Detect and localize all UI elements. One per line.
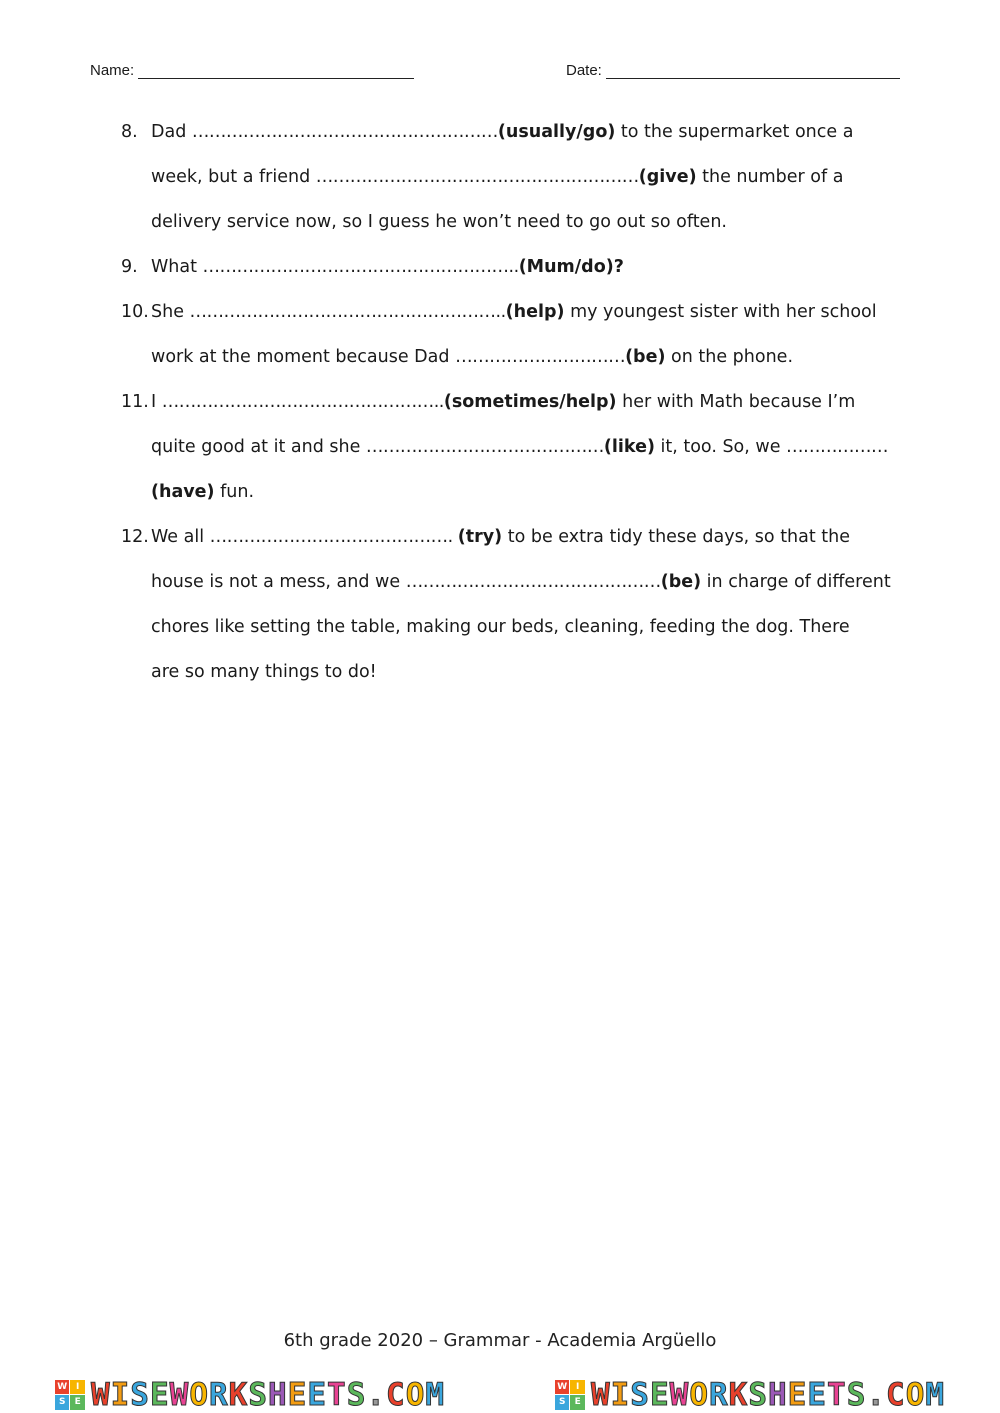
- verb-prompt: (usually/go): [497, 122, 616, 142]
- logo-letter: W: [555, 1380, 570, 1395]
- name-blank-line[interactable]: [138, 60, 414, 79]
- brand-letter: M: [425, 1376, 446, 1413]
- exercise-item: [121, 380, 911, 515]
- brand-letter: T: [827, 1376, 847, 1413]
- sentence-text: are so many things to do!: [151, 662, 377, 682]
- brand-letter: S: [630, 1376, 650, 1413]
- brand-letter: R: [208, 1376, 229, 1413]
- logo-letter: S: [55, 1395, 70, 1410]
- exercise-line: [151, 245, 911, 290]
- date-blank-line[interactable]: [606, 60, 900, 79]
- brand-letter: W: [169, 1376, 190, 1413]
- brand-letter: S: [846, 1376, 867, 1413]
- verb-prompt: (sometimes/help): [443, 392, 617, 412]
- brand-letter: E: [649, 1376, 670, 1413]
- exercise-line: [151, 380, 911, 425]
- exercise-line: [151, 110, 911, 155]
- verb-prompt: (help): [505, 302, 565, 322]
- wiseworksheets-banner: [0, 1376, 1000, 1413]
- answer-blank[interactable]: ………………………………………………: [191, 122, 498, 142]
- sentence-text: What: [151, 257, 203, 277]
- exercise-text: [151, 290, 911, 380]
- brand-letter: S: [248, 1376, 268, 1413]
- brand-text: [591, 1377, 945, 1413]
- exercise-item: [121, 110, 911, 245]
- exercise-line: [151, 335, 911, 380]
- verb-prompt: (like): [603, 437, 655, 457]
- brand-letter: .: [366, 1376, 387, 1413]
- sentence-text: I: [151, 392, 162, 412]
- brand-text: [91, 1377, 445, 1413]
- brand-letter: C: [386, 1376, 406, 1413]
- brand-letter: T: [327, 1376, 347, 1413]
- date-label: Date:: [566, 62, 602, 79]
- wiseworksheets-logo: [555, 1377, 945, 1413]
- logo-letter: S: [555, 1395, 570, 1410]
- answer-blank[interactable]: …………………………………………………: [315, 167, 639, 187]
- exercise-item: [121, 515, 911, 695]
- sentence-text: to be extra tidy these days, so that the: [502, 527, 851, 547]
- sentence-text: quite good at it and she: [151, 437, 366, 457]
- worksheet-header: [90, 60, 905, 82]
- exercise-line: [151, 290, 911, 335]
- brand-letter: I: [110, 1376, 131, 1413]
- brand-letter: .: [866, 1376, 887, 1413]
- sentence-text: house is not a mess, and we: [151, 572, 406, 592]
- answer-blank[interactable]: ………………………………………: [405, 572, 661, 592]
- brand-letter: W: [669, 1376, 690, 1413]
- sentence-text: delivery service now, so I guess he won’t need to go out so often.: [151, 212, 727, 232]
- answer-blank[interactable]: …………………………………….: [209, 527, 458, 547]
- brand-letter: I: [610, 1376, 631, 1413]
- brand-letter: S: [346, 1376, 367, 1413]
- logo-letter: I: [570, 1380, 585, 1395]
- name-label: Name:: [90, 62, 135, 79]
- brand-letter: O: [905, 1376, 926, 1413]
- exercise-line: [151, 605, 911, 650]
- brand-letter: O: [189, 1376, 209, 1413]
- sentence-text: She: [151, 302, 190, 322]
- answer-blank[interactable]: …………………………: [455, 347, 626, 367]
- verb-prompt: (give): [638, 167, 697, 187]
- exercise-text: [151, 245, 911, 290]
- brand-letter: H: [768, 1376, 788, 1413]
- exercise-line: [151, 560, 911, 605]
- exercise-line: [151, 425, 911, 470]
- brand-letter: R: [708, 1376, 729, 1413]
- sentence-text: on the phone.: [665, 347, 794, 367]
- sentence-text: her with Math because I’m: [616, 392, 856, 412]
- brand-letter: O: [405, 1376, 426, 1413]
- exercise-text: [151, 380, 911, 515]
- verb-prompt: (be): [625, 347, 666, 367]
- exercise-item: [121, 290, 911, 380]
- sentence-text: week, but a friend: [151, 167, 316, 187]
- sentence-text: We all: [151, 527, 210, 547]
- logo-letter: E: [570, 1395, 585, 1410]
- exercise-line: [151, 650, 911, 695]
- verb-prompt: (try): [457, 527, 503, 547]
- brand-letter: H: [268, 1376, 288, 1413]
- exercise-text: [151, 515, 911, 695]
- answer-blank[interactable]: ………………………………………………..: [202, 257, 519, 277]
- answer-blank[interactable]: ………………: [786, 437, 889, 457]
- logo-letter: I: [70, 1380, 85, 1395]
- brand-letter: E: [287, 1376, 308, 1413]
- brand-letter: S: [748, 1376, 768, 1413]
- name-field: [90, 60, 414, 79]
- exercise-number: 11.: [121, 392, 149, 412]
- exercise-number: 8.: [121, 122, 138, 142]
- brand-letter: W: [90, 1376, 111, 1413]
- verb-prompt: (be): [660, 572, 702, 592]
- date-field: [566, 60, 900, 79]
- exercise-item: [121, 245, 911, 290]
- page-footer: 6th grade 2020 – Grammar - Academia Argüello: [283, 1330, 717, 1351]
- brand-letter: E: [149, 1376, 170, 1413]
- logo-grid-icon: [555, 1380, 585, 1410]
- brand-letter: O: [689, 1376, 709, 1413]
- exercise-text: [151, 110, 911, 245]
- brand-letter: E: [307, 1376, 328, 1413]
- sentence-text: Dad: [151, 122, 192, 142]
- brand-letter: C: [886, 1376, 906, 1413]
- sentence-text: to the supermarket once a: [615, 122, 854, 142]
- answer-blank[interactable]: …………………………………………..: [161, 392, 444, 412]
- exercise-number: 12.: [121, 527, 149, 547]
- logo-letter: W: [55, 1380, 70, 1395]
- logo-letter: E: [70, 1395, 85, 1410]
- brand-letter: E: [787, 1376, 808, 1413]
- brand-letter: M: [925, 1376, 946, 1413]
- sentence-text: in charge of different: [701, 572, 891, 592]
- sentence-text: work at the moment because Dad: [151, 347, 456, 367]
- brand-letter: K: [228, 1376, 249, 1413]
- exercise-line: [151, 470, 911, 515]
- sentence-text: fun.: [214, 482, 255, 502]
- exercise-line: [151, 200, 911, 245]
- sentence-text: it, too. So, we: [654, 437, 787, 457]
- sentence-text: chores like setting the table, making our beds, cleaning, feeding the dog. There: [151, 617, 850, 637]
- exercise-number: 9.: [121, 257, 138, 277]
- exercise-number: 10.: [121, 302, 149, 322]
- verb-prompt: (Mum/do)?: [518, 257, 624, 277]
- logo-grid-icon: [55, 1380, 85, 1410]
- brand-letter: K: [728, 1376, 749, 1413]
- sentence-text: my youngest sister with her school: [564, 302, 877, 322]
- answer-blank[interactable]: ……………………………………: [365, 437, 604, 457]
- exercise-line: [151, 155, 911, 200]
- wiseworksheets-logo: [55, 1377, 445, 1413]
- exercise-line: [151, 515, 911, 560]
- brand-letter: E: [807, 1376, 828, 1413]
- brand-letter: W: [590, 1376, 611, 1413]
- sentence-text: the number of a: [696, 167, 844, 187]
- exercise-list: [121, 110, 911, 695]
- brand-letter: S: [130, 1376, 150, 1413]
- verb-prompt: (have): [151, 482, 215, 502]
- answer-blank[interactable]: ………………………………………………..: [189, 302, 506, 322]
